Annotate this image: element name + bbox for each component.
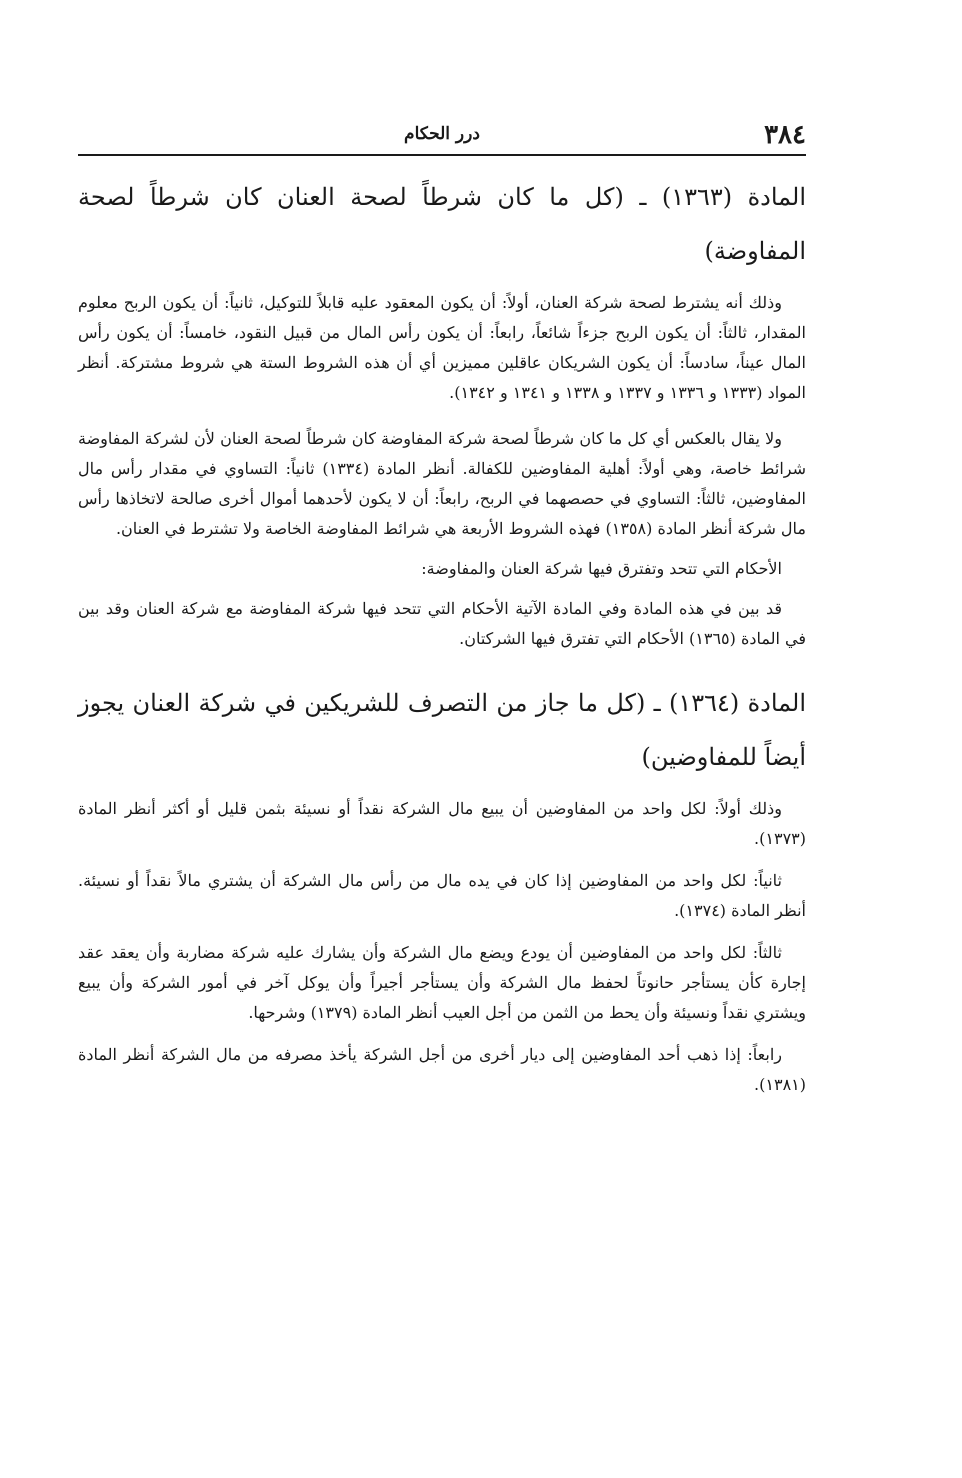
- paragraph-conditions: وذلك أنه يشترط لصحة شركة العنان، أولاً: أن يكون المعقود عليه قابلاً للتوكيل، ثانياً: أن يكون الربح معلوم المقدار، ثالثاً: أن يكون الربح جزءاً شائعاً، رابعاً: أن يكون رأس المال من قبيل النقود، خامساً: أن يكون رأس المال عيناً، سادساً: أن يكون الشريكان عاقلين مميزين أي أن هذه الشروط الستة هي شروط مشتركة. أنظر المواد (١٣٣٣ و ١٣٣٦ و ١٣٣٧ و ١٣٣٨ و ١٣٤١ و ١٣٤٢).: [78, 293, 806, 402]
- paragraph-second: ثانياً: لكل واحد من المفاوضين إذا كان في يده مال من رأس مال الشركة أن يشتري مالاً نقداً أو نسيئة. أنظر المادة (١٣٧٤).: [78, 871, 806, 920]
- running-title: درر الحكام: [404, 124, 480, 144]
- paragraph-first: وذلك أولاً: لكل واحد من المفاوضين أن يبيع مال الشركة نقداً أو نسيئة بثمن قليل أو أكثر أنظر المادة (١٣٧٣).: [78, 799, 806, 848]
- paragraph-summary: قد بين في هذه المادة وفي المادة الآتية الأحكام التي تتحد فيها شركة المفاوضة مع شركة العنان وقد بين في المادة (١٣٦٥) الأحكام التي تفترق فيها الشركتان.: [78, 599, 806, 648]
- article-heading-1364: المادة (١٣٦٤) ـ (كل ما جاز من التصرف للشريكين في شركة العنان يجوز أيضاً للمفاوضين): [78, 689, 807, 771]
- paragraph-fourth: رابعاً: إذا ذهب أحد المفاوضين إلى ديار أخرى من أجل الشركة يأخذ مصرفه من مال الشركة أنظر المادة (١٣٨١).: [78, 1045, 806, 1094]
- paragraph-subheading: الأحكام التي تتحد وتفترق فيها شركة العنان والمفاوضة:: [421, 559, 782, 578]
- page-header: [78, 118, 806, 156]
- paragraph-third: ثالثاً: لكل واحد من المفاوضين أن يودع ويضع مال الشركة وأن يشارك عليه شركة مضاربة وأن يعقد عقد إجارة كأن يستأجر حانوتاً لحفظ مال الشركة وأن يستأجر أجيراً وأن يوكل آخر في أمور الشركة وأن يبيع ويشتري نقداً ونسيئة وأن يحط من الثمن من أجل العيب أنظر المادة (١٣٧٩) وشرحها.: [78, 943, 806, 1022]
- paragraph-converse: ولا يقال بالعكس أي كل ما كان شرطاً لصحة شركة المفاوضة كان شرطاً لصحة العنان لأن لشركة المفاوضة شرائط خاصة، وهي أولاً: أهلية المفاوضين للكفالة. أنظر المادة (١٣٣٤) ثانياً: التساوي في مقدار رأس مال المفاوضين، ثالثاً: التساوي في حصصهما في الربح، رابعاً: أن لا يكون لأحدهما أموال أخرى صالحة لاتخاذها رأس مال شركة أنظر المادة (١٣٥٨) فهذه الشروط الأربعة هي شرائط المفاوضة الخاصة ولا تشترط في العنان.: [78, 429, 807, 538]
- page-number: ٣٨٤: [764, 120, 806, 150]
- book-page: [78, 118, 806, 1100]
- article-heading-1363: المادة (١٣٦٣) ـ (كل ما كان شرطاً لصحة العنان كان شرطاً لصحة المفاوضة): [78, 183, 807, 265]
